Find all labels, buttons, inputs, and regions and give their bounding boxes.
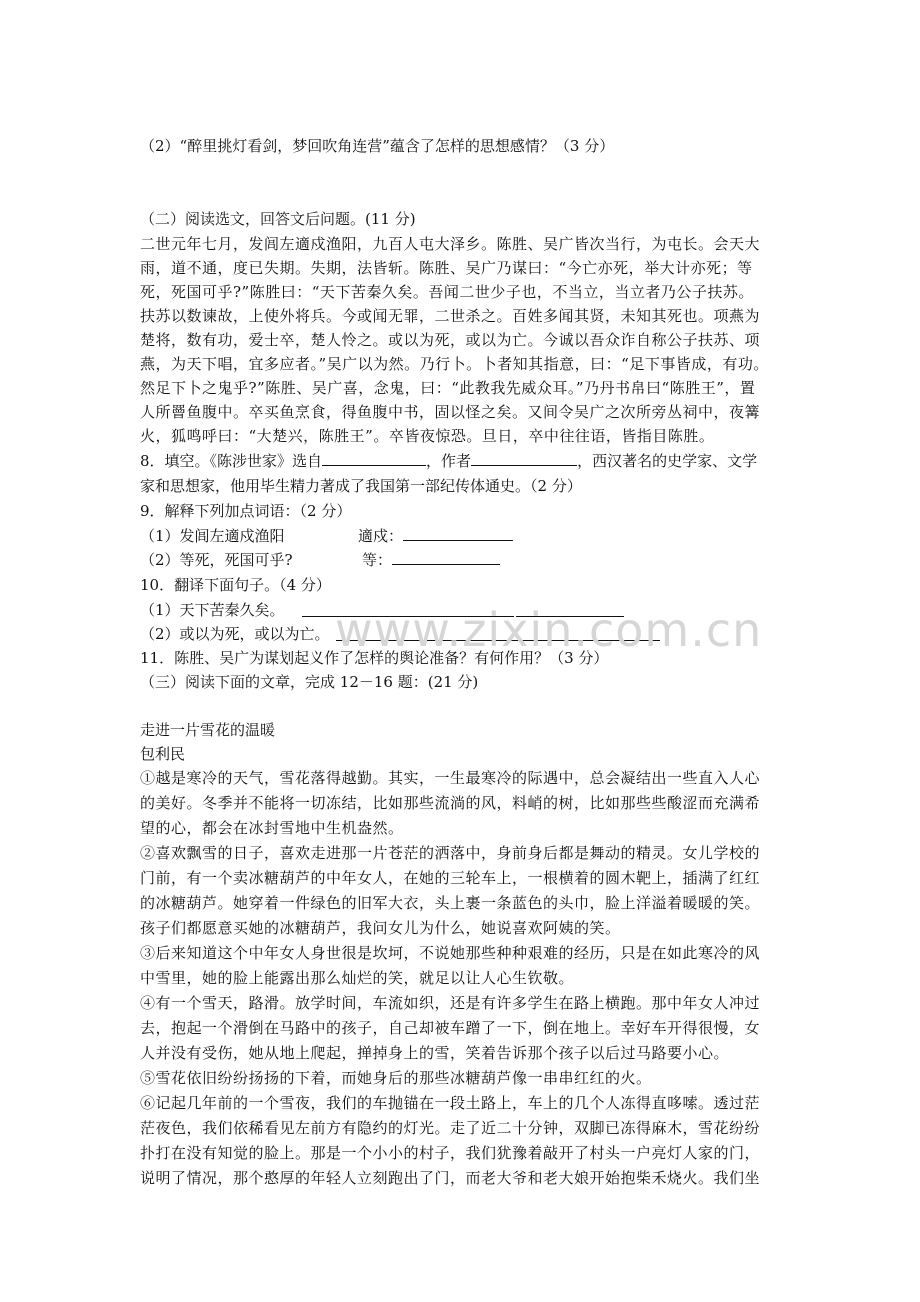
- question-9-1: [140, 526, 404, 546]
- article-line: ⑤雪花依旧纷纷扬扬的下着，而她身后的那些冰糖葫芦像一串串红红的火。: [140, 1069, 652, 1087]
- question-9-2: [140, 550, 393, 570]
- article-line: 去，抱起一个滑倒在马路中的孩子，自己却被车蹭了一下，倒在地上。幸好车开得很慢，女: [140, 1019, 761, 1037]
- q9-1-term: [358, 526, 513, 546]
- q9-1-sentence: （1）发闾左適戍渔阳: [140, 527, 285, 545]
- article-line: 人并没有受伤，她从地上爬起，掸掉身上的雪，笑着告诉那个孩子以后过马路要小心。: [140, 1044, 730, 1062]
- q8-text-b: ，作者: [426, 452, 472, 470]
- article-line: 中雪里，她的脸上能露出那么灿烂的笑，就足以让人心生钦敬。: [140, 969, 575, 987]
- q9-2-sentence: （2）等死，死国可乎?: [140, 551, 293, 569]
- section-3-title: （三）阅读下面的文章，完成 12－16 题：(21 分): [140, 673, 479, 691]
- article-line: 望的心，都会在冰封雪地中生机盎然。: [140, 819, 404, 837]
- question-10: 10．翻译下面句子。（4 分）: [140, 576, 331, 594]
- q8-blank-book[interactable]: [322, 451, 426, 466]
- question-8-cont: 家和思想家，他用毕生精力著成了我国第一部纪传体通史。（2 分）: [140, 477, 582, 495]
- passage-line: 楚将，数有功，爱士卒，楚人怜之。或以为死，或以为亡。今诚以吾众诈自称公子扶苏、项: [140, 331, 761, 349]
- article-line: ⑥记起几年前的一个雪夜，我们的车抛锚在一段土路上，车上的几个人冻得直哆嗦。透过茫: [140, 1094, 761, 1112]
- q10-1-sentence: （1）天下苦秦久矣。: [140, 601, 285, 619]
- article-line: 孩子们都愿意买她的冰糖葫芦，我问女儿为什么，她说喜欢阿姨的笑。: [140, 919, 621, 937]
- q10-2-sentence: （2）或以为死，或以为亡。: [140, 625, 330, 643]
- article-line: 茫夜色，我们依稀看见左前方有隐约的灯光。走了近二十分钟，双脚已冻得麻木，雪花纷纷: [140, 1119, 761, 1137]
- question-2-prev: （2）“醉里挑灯看剑，梦回吹角连营”蕴含了怎样的思想感情？（3 分）: [140, 137, 615, 155]
- passage-line: 然足下卜之鬼乎?”陈胜、吴广喜，念鬼，曰：“此教我先威众耳。”乃丹书帛曰“陈胜王”，置: [140, 379, 756, 397]
- passage-line: 燕，为天下唱，宜多应者。”吴广以为然。乃行卜。卜者知其指意，曰：“足下事皆成，有功。: [140, 355, 769, 373]
- q9-2-term: [362, 550, 500, 570]
- article-line: 扑打在没有知觉的脸上。那是一个小小的村子，我们犹豫着敲开了村头一户亮灯人家的门，: [140, 1144, 761, 1162]
- article-title: 走进一片雪花的温暖: [140, 721, 276, 739]
- question-11: 11．陈胜、吴广为谋划起义作了怎样的舆论准备？有何作用？（3 分）: [140, 649, 609, 667]
- passage-line: 人所罾鱼腹中。卒买鱼烹食，得鱼腹中书，固以怪之矣。又间令吴广之次所旁丛祠中，夜篝: [140, 403, 761, 421]
- article-line: 说明了情况，那个憨厚的年轻人立刻跑出了门，而老大爷和老大娘开始抱柴禾烧火。我们坐: [140, 1169, 761, 1187]
- passage-line: 火，狐鸣呼曰：“大楚兴，陈胜王”。卒皆夜惊恐。旦日，卒中往往语，皆指目陈胜。: [140, 427, 715, 445]
- section-2-title: （二）阅读选文，回答文后问题。(11 分): [140, 210, 416, 228]
- article-line: 门前，有一个卖冰糖葫芦的中年女人，在她的三轮车上，一根横着的圆木靶上，插满了红红: [140, 869, 761, 887]
- q9-1-blank[interactable]: [403, 526, 513, 541]
- passage-line: 死，死国可乎?”陈胜曰：“天下苦秦久矣。吾闻二世少子也，不当立，当立者乃公子扶苏。: [140, 283, 754, 301]
- question-9: 9．解释下列加点词语：（2 分）: [140, 502, 352, 520]
- question-10-1: [140, 600, 285, 620]
- q8-text-a: 8．填空。《陈涉世家》选自: [140, 452, 323, 470]
- article-line: ③后来知道这个中年女人身世很是坎坷，不说她那些种种艰难的经历，只是在如此寒冷的风: [140, 944, 761, 962]
- passage-line: 扶苏以数谏故，上使外将兵。今或闻无罪，二世杀之。百姓多闻其贤，未知其死也。项燕为: [140, 307, 761, 325]
- question-10-2: [140, 624, 330, 644]
- article-line: ①越是寒冷的天气，雪花落得越勤。其实，一生最寒冷的际遇中，总会凝结出一些直入人心: [140, 769, 761, 787]
- q9-1-term-label: 適戍：: [358, 527, 404, 545]
- q8-blank-author[interactable]: [471, 451, 577, 466]
- passage-line: 二世元年七月，发闾左適戍渔阳，九百人屯大泽乡。陈胜、吴广皆次当行，为屯长。会天大: [140, 235, 761, 253]
- q9-2-blank[interactable]: [392, 550, 500, 565]
- article-line: 的美好。冬季并不能将一切冻结，比如那些流淌的风，料峭的树，比如那些些酸涩而充满希: [140, 794, 761, 812]
- q9-2-term-label: 等：: [362, 551, 393, 569]
- passage-line: 雨，道不通，度已失期。失期，法皆斩。陈胜、吴广乃谋曰：“今亡亦死，举大计亦死；等: [140, 259, 753, 277]
- article-line: 的冰糖葫芦。她穿着一件绿色的旧军大衣，头上裹一条蓝色的头巾，脸上洋溢着暖暖的笑。: [140, 894, 761, 912]
- site-watermark: www.zixin.com.cn: [335, 603, 763, 657]
- article-author: 包利民: [140, 745, 186, 763]
- question-8: [140, 451, 757, 471]
- article-line: ④有一个雪天，路滑。放学时间，车流如织，还是有许多学生在路上横跑。那中年女人冲过: [140, 994, 761, 1012]
- q8-text-c: ，西汉著名的史学家、文学: [577, 452, 758, 470]
- article-line: ②喜欢飘雪的日子，喜欢走进那一片苍茫的洒落中，身前身后都是舞动的精灵。女儿学校的: [140, 844, 761, 862]
